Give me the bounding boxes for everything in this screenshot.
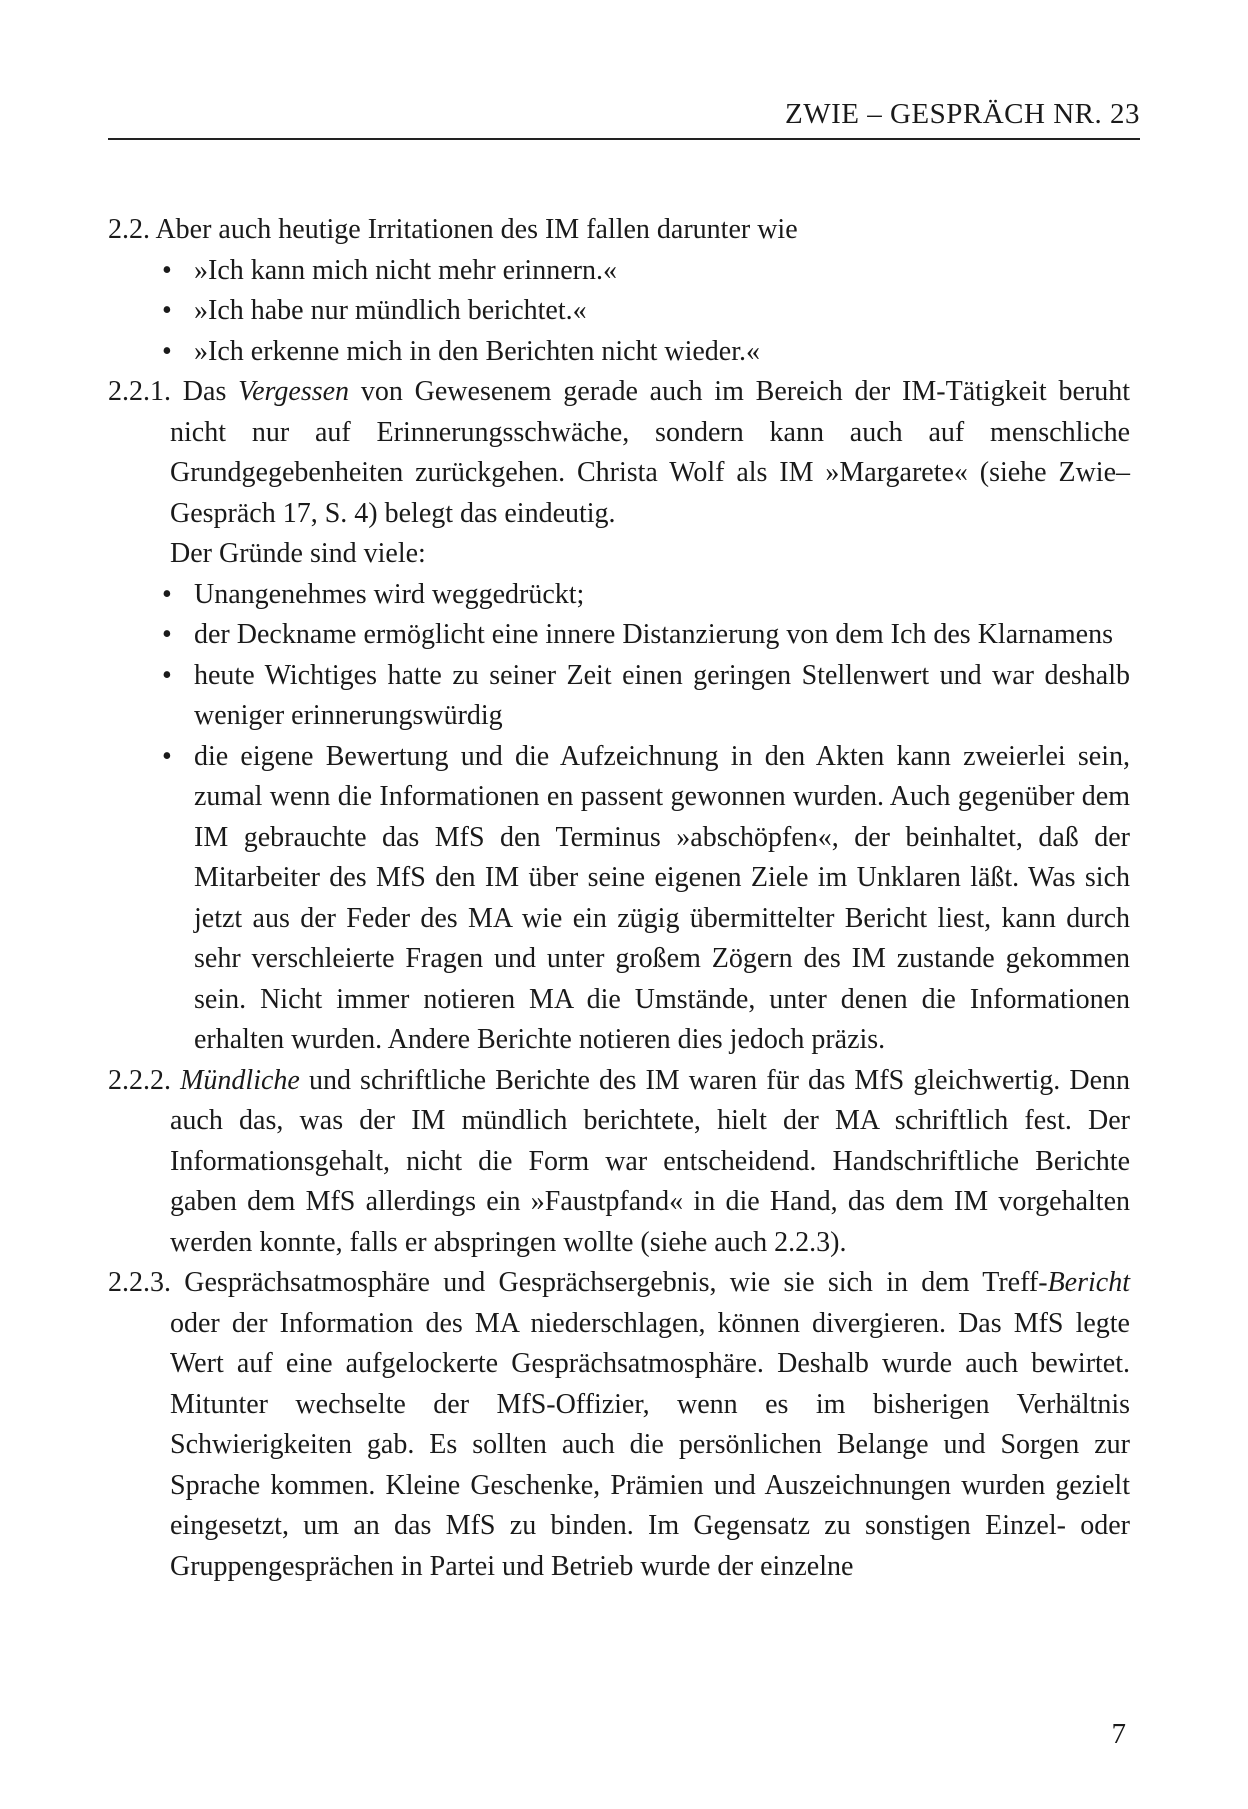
section-text: von Gewesenem gerade auch im Bereich der IM-Tätigkeit beruht nicht nur auf Erinnerungsschwäche, sondern kann auch auf menschliche Grundgegebenheiten zurückgehen. Christa Wolf als IM »Margarete« (siehe Zwie–Gespräch 17, S. 4) belegt das eindeutig. — [170, 376, 1130, 529]
section-text: Aber auch heutige Irritationen des IM fallen darunter wie — [150, 214, 798, 245]
running-header: ZWIE – GESPRÄCH NR. 23 — [785, 98, 1140, 130]
section-2-2 — [108, 210, 1130, 251]
list-item: • »Ich erkenne mich in den Berichten nicht wieder.« — [158, 332, 1130, 373]
body-text — [108, 210, 1130, 1587]
emphasis: Mündliche — [180, 1064, 300, 1096]
section-text: Gesprächsatmosphäre und Gesprächsergebnis, wie sie sich in dem Treff- — [171, 1267, 1048, 1298]
section-text: oder der Information des MA niederschlagen, können divergieren. Das MfS legte Wert auf eine aufgelockerte Gesprächsatmosphäre. Deshalb wurde auch bewirtet. Mitunter wechselte der MfS-Offizier, wenn es im bisherigen Verhältnis Schwierigkeiten gab. Es sollten auch die persönlichen Belange und Sorgen zur Sprache kommen. Kleine Geschenke, Prämien und Auszeichnungen wurden gezielt eingesetzt, um an das MfS zu binden. Im Gegensatz zu sonstigen Einzel- oder Gruppengesprächen in Partei und Betrieb wurde der einzelne — [170, 1307, 1130, 1582]
emphasis: Bericht — [1047, 1267, 1130, 1298]
list-item: • Unangenehmes wird weggedrückt; — [158, 575, 1130, 616]
section-number: 2.2.3. — [108, 1267, 171, 1298]
section-number: 2.2.1. — [108, 376, 171, 407]
section-text: Das — [171, 376, 239, 407]
section-text — [171, 1065, 180, 1096]
irritation-list — [108, 251, 1130, 373]
section-2-2-1 — [108, 372, 1130, 534]
section-2-2-2 — [108, 1061, 1130, 1264]
section-number: 2.2.2. — [108, 1064, 171, 1096]
list-item: • »Ich habe nur mündlich berichtet.« — [158, 291, 1130, 332]
section-text: und schriftliche Berichte des IM waren für das MfS gleichwertig. Denn auch das, was der IM mündlich berichtete, hielt der MA schriftlich fest. Der Informationsgehalt, nicht die Form war entscheidend. Handschriftliche Berichte gaben dem MfS allerdings ein »Faustpfand« in die Hand, das dem IM vorgehalten werden konnte, falls er abspringen wollte (siehe auch 2.2.3). — [170, 1064, 1131, 1258]
page-number: 7 — [1111, 1718, 1126, 1750]
section-2-2-3 — [108, 1263, 1130, 1587]
emphasis: Vergessen — [238, 376, 350, 407]
list-item: • der Deckname ermöglicht eine innere Distanzierung von dem Ich des Klarnamens — [158, 615, 1130, 656]
header-rule — [108, 138, 1140, 140]
section-number: 2.2. — [108, 214, 150, 245]
reasons-intro: Der Gründe sind viele: — [170, 538, 426, 569]
list-item: • heute Wichtiges hatte zu seiner Zeit einen geringen Stellenwert und war deshalb weniger erinnerungswürdig — [158, 656, 1130, 737]
list-item: • »Ich kann mich nicht mehr erinnern.« — [158, 251, 1130, 292]
reasons-list — [108, 575, 1130, 1061]
list-item: • die eigene Bewertung und die Aufzeichnung in den Akten kann zweierlei sein, zumal wenn die Informationen en passent gewonnen wurden. Auch gegenüber dem IM gebrauchte das MfS den Terminus »abschöpfen«, der beinhaltet, daß der Mitarbeiter des MfS den IM über seine eigenen Ziele im Unklaren läßt. Was sich jetzt aus der Feder des MA wie ein zügig übermittelter Bericht liest, kann durch sehr verschleierte Fragen und unter großem Zögern des IM zustande gekommen sein. Nicht immer notieren MA die Umstände, unter denen die Informationen erhalten wurden. Andere Berichte notieren dies jedoch präzis. — [158, 737, 1130, 1061]
